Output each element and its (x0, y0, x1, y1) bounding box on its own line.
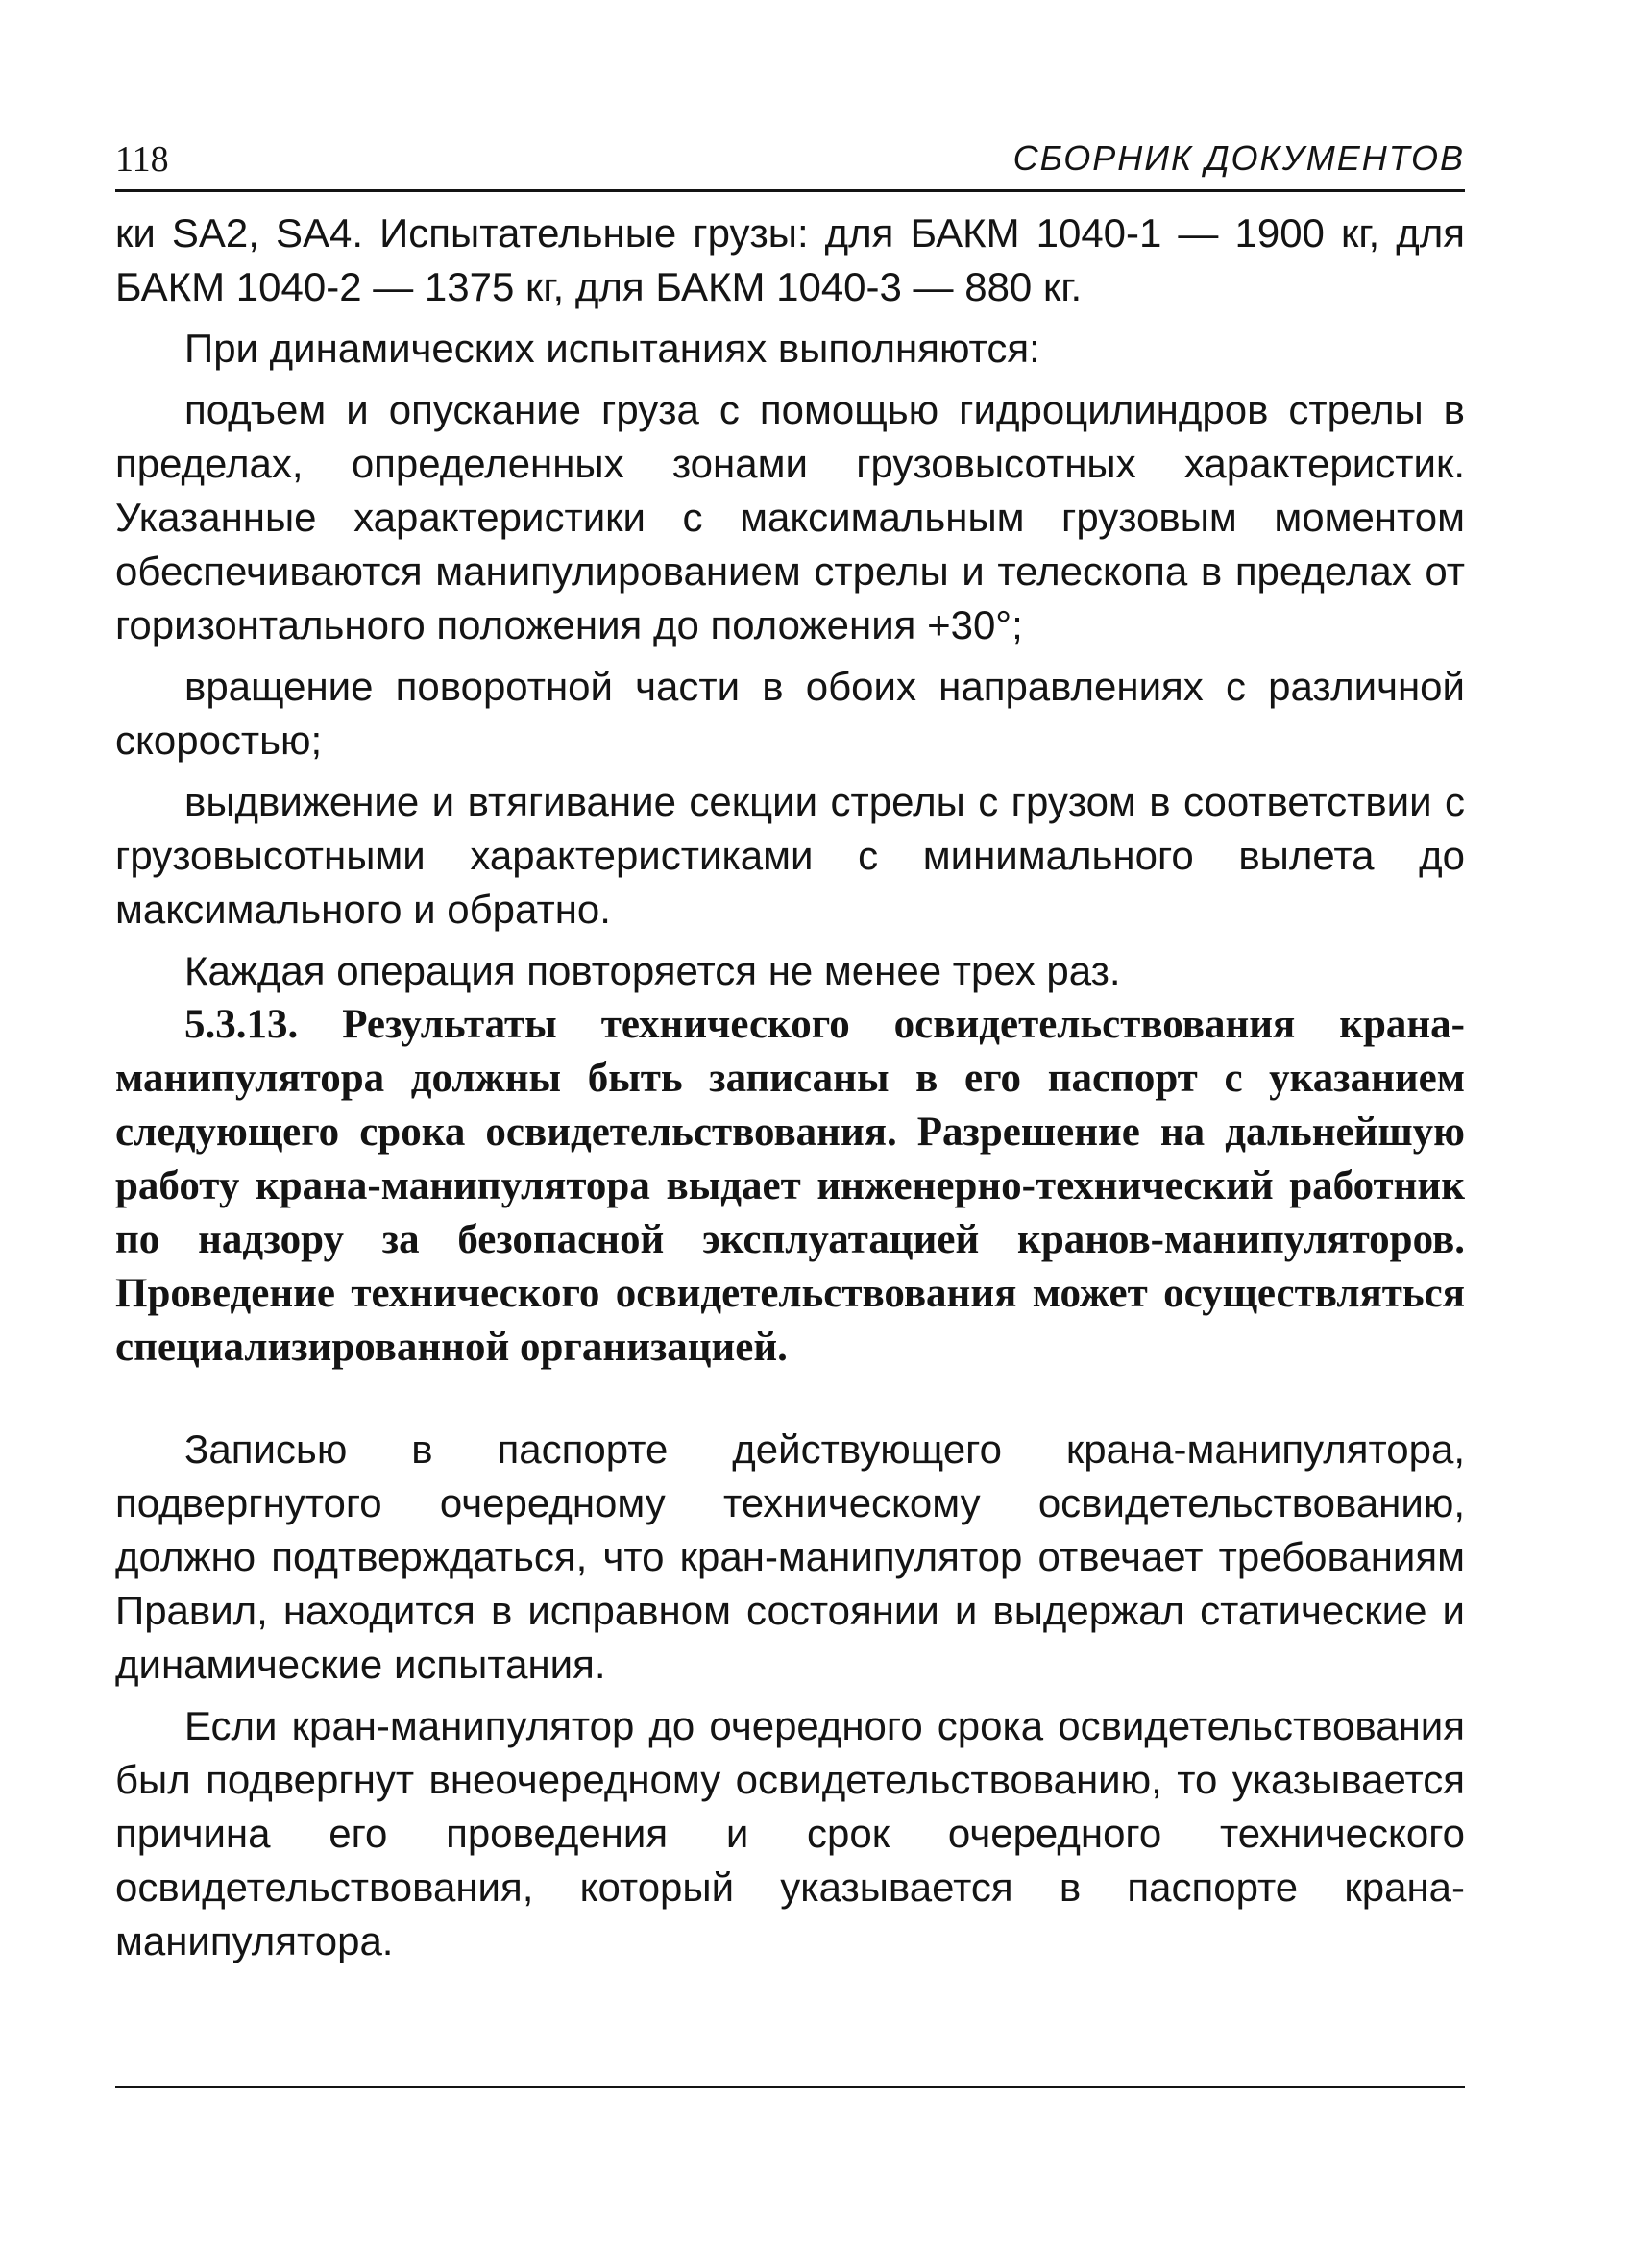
paragraph-test-loads: ки SA2, SA4. Испытательные грузы: для БАКМ 1040-1 — 1900 кг, для БАКМ 1040-2 — 1375 кг, для БАКМ 1040-3 — 880 кг. (115, 210, 1465, 309)
clause-5-3-13: 5.3.13. Результаты технического освидетельствования крана-манипулятора должны быть записаны в его паспорт с указанием следующего срока освидетельствования. Разрешение на дальнейшую работу крана-манипулятора выдает инженерно-технический работник по надзору за безопасной эксплуатацией кранов-манипуляторов. Проведение технического освидетельствования может осуществляться специализированной организацией. (115, 1002, 1465, 1370)
header-divider (115, 189, 1465, 192)
page-body (115, 207, 1465, 1968)
page-number: 118 (115, 139, 169, 180)
footer-divider (115, 2086, 1465, 2088)
paragraph-lifting-lowering: подъем и опускание груза с помощью гидроцилиндров стрелы в пределах, определенных зонами грузовысотных характеристик. Указанные характеристики с максимальным грузовым моментом обеспечиваются манипулированием стрелы и телескопа в пределах от горизонтального положения до положения +30°; (115, 387, 1465, 647)
paragraph-rotation: вращение поворотной части в обоих направлениях с различной скоростью; (115, 664, 1465, 763)
running-title: СБОРНИК ДОКУМЕНТОВ (1012, 138, 1465, 178)
paragraph-dynamic-tests-intro: При динамических испытаниях выполняются: (184, 326, 1040, 371)
page-header (115, 134, 1465, 186)
paragraph-boom-extension: выдвижение и втягивание секции стрелы с грузом в соответствии с грузовысотными характеристиками с минимального вылета до максимального и обратно. (115, 779, 1465, 932)
paragraph-passport-record: Записью в паспорте действующего крана-манипулятора, подвергнутого очередному техническому освидетельствованию, должно подтверждаться, что кран-манипулятор отвечает требованиям Правил, находится в исправном состоянии и выдержал статические и динамические испытания. (115, 1427, 1465, 1687)
paragraph-repetition: Каждая операция повторяется не менее трех раз. (184, 948, 1121, 993)
paragraph-extraordinary-inspection: Если кран-манипулятор до очередного срока освидетельствования был подвергнут внеочередному освидетельствованию, то указывается причина его проведения и срок очередного технического освидетельствования, который указывается в паспорте крана-манипулятора. (115, 1703, 1465, 1963)
